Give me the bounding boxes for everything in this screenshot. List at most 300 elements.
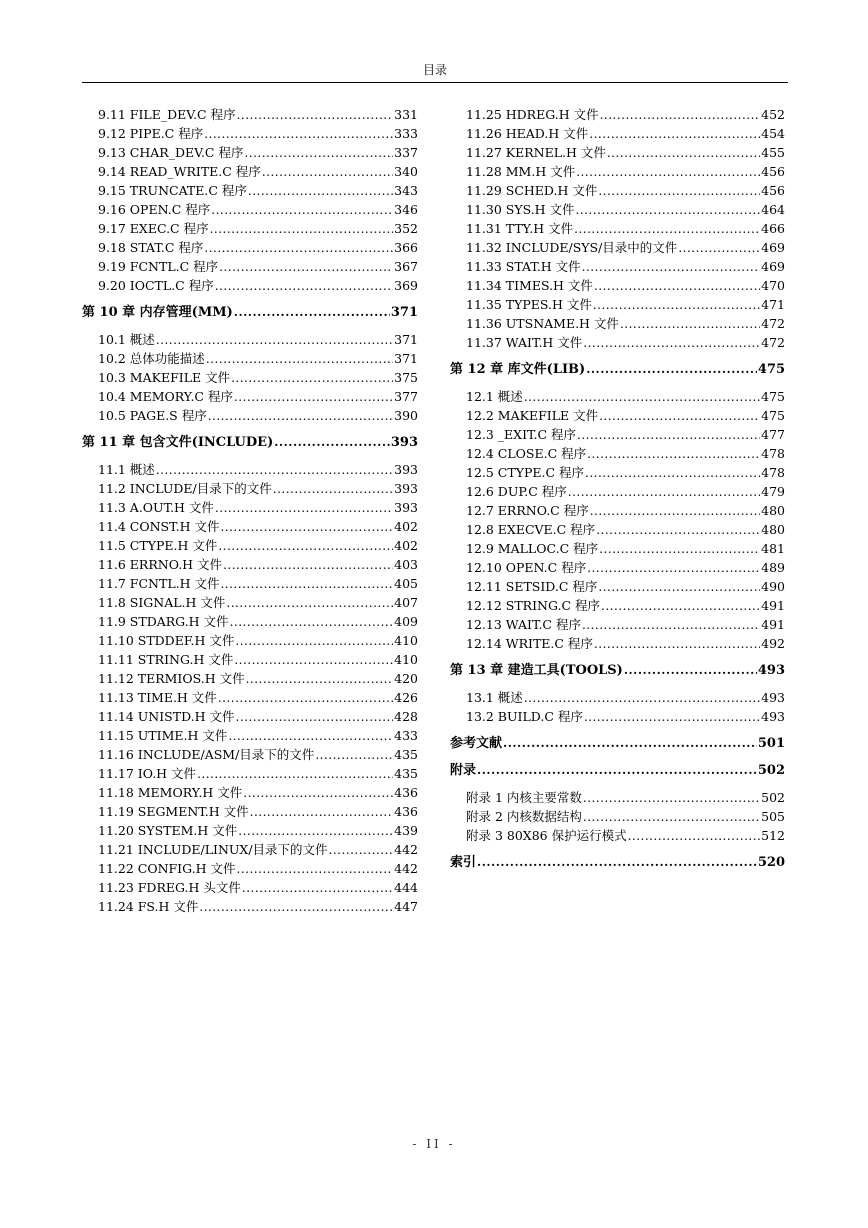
toc-leader-dots (594, 635, 760, 654)
toc-entry-label: 10.4 MEMORY.C 程序 (98, 389, 233, 404)
toc-entry[interactable] (450, 295, 785, 314)
toc-page-number: 337 (394, 145, 418, 160)
toc-leader-dots (274, 433, 390, 452)
toc-entry-label: 12.10 OPEN.C 程序 (466, 560, 587, 575)
toc-entry[interactable] (450, 162, 785, 181)
toc-chapter-entry[interactable] (450, 360, 785, 379)
toc-page-number: 481 (761, 541, 785, 556)
toc-leader-dots (315, 746, 393, 765)
toc-leader-dots (243, 784, 393, 803)
toc-leader-dots (242, 879, 393, 898)
toc-page-number: 477 (761, 427, 785, 442)
toc-leader-dots (248, 182, 393, 201)
toc-page-number: 478 (761, 446, 785, 461)
toc-page-number: 371 (390, 305, 418, 320)
toc-leader-dots (250, 803, 393, 822)
toc-leader-dots (601, 597, 760, 616)
toc-entry[interactable] (450, 333, 785, 352)
toc-leader-dots (197, 765, 393, 784)
toc-entry-label: 10.2 总体功能描述 (98, 351, 205, 366)
toc-entry-label: 9.17 EXEC.C 程序 (98, 221, 209, 236)
toc-entry-label: 11.8 SIGNAL.H 文件 (98, 595, 226, 610)
toc-leader-dots (220, 575, 393, 594)
toc-chapter-entry[interactable] (450, 853, 785, 872)
toc-entry[interactable] (82, 330, 418, 349)
toc-leader-dots (590, 502, 760, 521)
toc-entry[interactable] (82, 897, 418, 916)
toc-leader-dots (628, 827, 761, 846)
toc-entry-label: 11.24 FS.H 文件 (98, 899, 199, 914)
toc-entry[interactable] (450, 520, 785, 539)
toc-page-number: 490 (761, 579, 785, 594)
toc-entry-label: 12.1 概述 (466, 389, 523, 404)
toc-entry-label: 11.30 SYS.H 文件 (466, 202, 575, 217)
toc-entry-label: 11.2 INCLUDE/目录下的文件 (98, 481, 272, 496)
toc-page-number: 493 (761, 709, 785, 724)
toc-leader-dots (156, 461, 393, 480)
toc-entry[interactable] (82, 707, 418, 726)
toc-entry-label: 9.13 CHAR_DEV.C 程序 (98, 145, 244, 160)
toc-page-number: 456 (761, 164, 785, 179)
toc-entry-label: 12.7 ERRNO.C 程序 (466, 503, 589, 518)
toc-entry[interactable] (450, 501, 785, 520)
toc-entry-label: 11.33 STAT.H 文件 (466, 259, 581, 274)
toc-entry-label: 11.26 HEAD.H 文件 (466, 126, 589, 141)
toc-leader-dots (218, 689, 393, 708)
toc-leader-dots (218, 537, 393, 556)
toc-entry[interactable] (450, 387, 785, 406)
toc-entry[interactable] (450, 463, 785, 482)
toc-leader-dots (234, 303, 390, 322)
toc-entry-label: 11.22 CONFIG.H 文件 (98, 861, 236, 876)
toc-entry-label: 12.13 WAIT.C 程序 (466, 617, 581, 632)
toc-entry-label: 11.9 STDARG.H 文件 (98, 614, 229, 629)
toc-entry-label: 第 13 章 建造工具(TOOLS) (450, 663, 623, 678)
toc-entry-label: 12.11 SETSID.C 程序 (466, 579, 598, 594)
toc-entry[interactable] (450, 788, 785, 807)
toc-page-number: 464 (761, 202, 785, 217)
toc-entry-label: 索引 (450, 855, 477, 870)
toc-entry[interactable] (82, 631, 418, 650)
toc-entry[interactable] (450, 314, 785, 333)
toc-entry-label: 11.21 INCLUDE/LINUX/目录下的文件 (98, 842, 328, 857)
toc-leader-dots (206, 350, 393, 369)
toc-entry-label: 11.35 TYPES.H 文件 (466, 297, 592, 312)
toc-entry[interactable] (82, 124, 418, 143)
toc-leader-dots (244, 144, 393, 163)
toc-entry[interactable] (82, 162, 418, 181)
toc-entry[interactable] (82, 105, 418, 124)
toc-entry[interactable] (82, 276, 418, 295)
toc-entry-label: 13.1 概述 (466, 690, 523, 705)
toc-entry[interactable] (450, 482, 785, 501)
toc-leader-dots (600, 106, 761, 125)
toc-entry-label: 10.1 概述 (98, 332, 155, 347)
toc-entry[interactable] (450, 257, 785, 276)
toc-entry-label: 9.11 FILE_DEV.C 程序 (98, 107, 236, 122)
toc-leader-dots (226, 594, 393, 613)
toc-leader-dots (204, 125, 393, 144)
toc-page-number: 456 (761, 183, 785, 198)
toc-leader-dots (219, 258, 393, 277)
toc-leader-dots (620, 315, 760, 334)
toc-entry[interactable] (450, 444, 785, 463)
toc-entry[interactable] (450, 181, 785, 200)
toc-page-number: 369 (394, 278, 418, 293)
toc-entry[interactable] (82, 745, 418, 764)
toc-leader-dots (599, 407, 760, 426)
toc-entry[interactable] (450, 634, 785, 653)
toc-entry[interactable] (82, 200, 418, 219)
toc-entry[interactable] (450, 143, 785, 162)
toc-leader-dots (582, 616, 760, 635)
header-title: 目录 (422, 63, 447, 77)
toc-entry-label: 11.32 INCLUDE/SYS/目录中的文件 (466, 240, 678, 255)
toc-entry-label: 11.7 FCNTL.H 文件 (98, 576, 220, 591)
toc-entry[interactable] (450, 577, 785, 596)
toc-leader-dots (607, 144, 760, 163)
toc-entry-label: 11.17 IO.H 文件 (98, 766, 197, 781)
toc-entry[interactable] (82, 612, 418, 631)
toc-chapter-entry[interactable] (450, 761, 785, 780)
toc-entry[interactable] (82, 688, 418, 707)
toc-entry-label: 11.5 CTYPE.H 文件 (98, 538, 218, 553)
toc-entry[interactable] (450, 688, 785, 707)
toc-page-number: 439 (394, 823, 418, 838)
toc-page-number: 454 (761, 126, 785, 141)
toc-entry[interactable] (82, 840, 418, 859)
toc-entry[interactable] (450, 615, 785, 634)
toc-leader-dots (208, 407, 393, 426)
toc-entry[interactable] (82, 726, 418, 745)
toc-entry-label: 第 12 章 库文件(LIB) (450, 362, 586, 377)
toc-entry[interactable] (450, 238, 785, 257)
toc-entry[interactable] (450, 425, 785, 444)
toc-page-number: 405 (394, 576, 418, 591)
toc-entry[interactable] (82, 498, 418, 517)
toc-entry-label: 10.3 MAKEFILE 文件 (98, 370, 231, 385)
toc-page-number: 493 (761, 690, 785, 705)
toc-entry[interactable] (82, 764, 418, 783)
toc-entry-label: 9.20 IOCTL.C 程序 (98, 278, 214, 293)
toc-leader-dots (234, 388, 393, 407)
toc-entry-label: 11.11 STRING.H 文件 (98, 652, 234, 667)
toc-leader-dots (223, 556, 393, 575)
toc-leader-dots (204, 239, 393, 258)
toc-entry-label: 附录 1 内核主要常数 (466, 790, 582, 805)
toc-leader-dots (577, 426, 760, 445)
toc-entry-label: 12.5 CTYPE.C 程序 (466, 465, 585, 480)
toc-page-number: 444 (394, 880, 418, 895)
toc-entry-label: 11.25 HDREG.H 文件 (466, 107, 599, 122)
toc-entry-label: 9.15 TRUNCATE.C 程序 (98, 183, 247, 198)
toc-page-number: 475 (757, 362, 785, 377)
toc-leader-dots (235, 632, 393, 651)
toc-page-number: 343 (394, 183, 418, 198)
toc-entry[interactable] (82, 574, 418, 593)
toc-leader-dots (220, 518, 393, 537)
toc-entry[interactable] (82, 517, 418, 536)
toc-page-number: 410 (394, 633, 418, 648)
toc-page-number: 403 (394, 557, 418, 572)
toc-entry-label: 附录 (450, 763, 477, 778)
toc-entry-label: 12.8 EXECVE.C 程序 (466, 522, 596, 537)
toc-entry-label: 11.16 INCLUDE/ASM/目录下的文件 (98, 747, 315, 762)
toc-page-number: 352 (394, 221, 418, 236)
toc-entry[interactable] (450, 707, 785, 726)
toc-page-number: 367 (394, 259, 418, 274)
toc-entry-label: 12.12 STRING.C 程序 (466, 598, 600, 613)
toc-entry[interactable] (82, 257, 418, 276)
toc-leader-dots (231, 369, 393, 388)
toc-entry-label: 9.19 FCNTL.C 程序 (98, 259, 219, 274)
toc-page-number: 331 (394, 107, 418, 122)
toc-entry-label: 11.20 SYSTEM.H 文件 (98, 823, 238, 838)
toc-leader-dots (524, 689, 760, 708)
toc-page-number: 410 (394, 652, 418, 667)
toc-entry-label: 12.6 DUP.C 程序 (466, 484, 567, 499)
toc-leader-dots (586, 360, 757, 379)
toc-page-number: 340 (394, 164, 418, 179)
toc-page-number: 436 (394, 804, 418, 819)
toc-entry[interactable] (82, 669, 418, 688)
toc-entry[interactable] (82, 368, 418, 387)
toc-leader-dots (589, 125, 760, 144)
toc-page-number: 442 (394, 842, 418, 857)
toc-entry[interactable] (82, 460, 418, 479)
toc-page-number: 393 (394, 462, 418, 477)
toc-page-number: 420 (394, 671, 418, 686)
toc-page-number: 393 (390, 435, 418, 450)
toc-leader-dots (583, 334, 760, 353)
toc-page-number: 505 (761, 809, 785, 824)
toc-chapter-entry[interactable] (82, 433, 418, 452)
toc-entry[interactable] (82, 406, 418, 425)
toc-leader-dots (273, 480, 393, 499)
toc-page-number: 489 (761, 560, 785, 575)
toc-leader-dots (587, 445, 760, 464)
toc-leader-dots (582, 258, 760, 277)
toc-page-number: 393 (394, 500, 418, 515)
toc-leader-dots (238, 822, 393, 841)
toc-entry[interactable] (82, 783, 418, 802)
toc-entry[interactable] (450, 200, 785, 219)
toc-entry[interactable] (82, 593, 418, 612)
toc-page-number: 390 (394, 408, 418, 423)
toc-entry-label: 11.4 CONST.H 文件 (98, 519, 220, 534)
toc-page-number: 366 (394, 240, 418, 255)
toc-page-number: 436 (394, 785, 418, 800)
toc-page-number: 472 (761, 335, 785, 350)
toc-leader-dots (228, 727, 393, 746)
toc-entry[interactable] (82, 650, 418, 669)
toc-entry-label: 12.9 MALLOC.C 程序 (466, 541, 599, 556)
toc-entry-label: 11.28 MM.H 文件 (466, 164, 576, 179)
toc-entry-label: 11.15 UTIME.H 文件 (98, 728, 228, 743)
toc-entry-label: 11.34 TIMES.H 文件 (466, 278, 593, 293)
toc-entry[interactable] (82, 479, 418, 498)
toc-page-number: 435 (394, 766, 418, 781)
toc-entry-label: 11.29 SCHED.H 文件 (466, 183, 598, 198)
toc-page-number: 520 (757, 855, 785, 870)
toc-leader-dots (210, 220, 394, 239)
toc-leader-dots (262, 163, 393, 182)
toc-leader-dots (596, 521, 760, 540)
toc-page-number: 428 (394, 709, 418, 724)
toc-page-number: 469 (761, 240, 785, 255)
toc-page-number: 447 (394, 899, 418, 914)
toc-page-number: 475 (761, 389, 785, 404)
toc-entry[interactable] (82, 555, 418, 574)
toc-leader-dots (678, 239, 760, 258)
toc-entry-label: 9.18 STAT.C 程序 (98, 240, 204, 255)
toc-entry[interactable] (82, 387, 418, 406)
toc-page-number: 452 (761, 107, 785, 122)
toc-page-number: 493 (757, 663, 785, 678)
toc-entry-label: 11.18 MEMORY.H 文件 (98, 785, 243, 800)
toc-entry[interactable] (450, 596, 785, 615)
toc-leader-dots (477, 853, 757, 872)
toc-left-column (82, 105, 418, 916)
toc-leader-dots (587, 559, 760, 578)
toc-page-number: 475 (761, 408, 785, 423)
toc-page-number: 502 (757, 763, 785, 778)
toc-page-number: 472 (761, 316, 785, 331)
toc-leader-dots (199, 898, 393, 917)
toc-entry[interactable] (450, 539, 785, 558)
toc-page-number: 491 (761, 617, 785, 632)
toc-page-number: 371 (394, 332, 418, 347)
toc-entry[interactable] (82, 181, 418, 200)
toc-right-column (450, 105, 785, 880)
toc-entry-label: 11.19 SEGMENT.H 文件 (98, 804, 249, 819)
toc-page-number: 442 (394, 861, 418, 876)
toc-page-number: 466 (761, 221, 785, 236)
toc-leader-dots (215, 277, 393, 296)
toc-page-number: 501 (757, 736, 785, 751)
toc-leader-dots (585, 464, 760, 483)
toc-leader-dots (584, 708, 760, 727)
toc-entry-label: 11.12 TERMIOS.H 文件 (98, 671, 245, 686)
toc-entry-label: 11.13 TIME.H 文件 (98, 690, 217, 705)
toc-entry[interactable] (82, 536, 418, 555)
toc-leader-dots (237, 860, 394, 879)
toc-chapter-entry[interactable] (450, 734, 785, 753)
toc-entry[interactable] (450, 276, 785, 295)
toc-chapter-entry[interactable] (450, 661, 785, 680)
toc-chapter-entry[interactable] (82, 303, 418, 322)
toc-entry[interactable] (450, 105, 785, 124)
toc-entry[interactable] (82, 859, 418, 878)
toc-entry[interactable] (450, 219, 785, 238)
toc-entry-label: 11.3 A.OUT.H 文件 (98, 500, 214, 515)
toc-page-number: 470 (761, 278, 785, 293)
toc-entry[interactable] (82, 821, 418, 840)
toc-entry-label: 13.2 BUILD.C 程序 (466, 709, 583, 724)
toc-entry-label: 12.3 _EXIT.C 程序 (466, 427, 577, 442)
toc-page-number: 435 (394, 747, 418, 762)
toc-entry[interactable] (82, 349, 418, 368)
toc-leader-dots (624, 661, 757, 680)
toc-entry-label: 9.14 READ_WRITE.C 程序 (98, 164, 261, 179)
toc-leader-dots (594, 277, 760, 296)
toc-leader-dots (211, 201, 393, 220)
toc-leader-dots (598, 182, 760, 201)
toc-leader-dots (593, 296, 760, 315)
toc-entry[interactable] (450, 826, 785, 845)
toc-entry-label: 12.14 WRITE.C 程序 (466, 636, 593, 651)
toc-entry[interactable] (450, 124, 785, 143)
toc-page-number: 512 (761, 828, 785, 843)
toc-entry-label: 11.6 ERRNO.H 文件 (98, 557, 223, 572)
toc-leader-dots (237, 106, 394, 125)
toc-leader-dots (583, 789, 760, 808)
toc-leader-dots (574, 220, 760, 239)
toc-entry[interactable] (450, 807, 785, 826)
toc-entry-label: 11.23 FDREG.H 头文件 (98, 880, 241, 895)
toc-leader-dots (598, 578, 760, 597)
toc-entry[interactable] (82, 238, 418, 257)
toc-page-number: 478 (761, 465, 785, 480)
toc-entry[interactable] (82, 878, 418, 897)
toc-page-number: 402 (394, 519, 418, 534)
toc-leader-dots (215, 499, 393, 518)
toc-leader-dots (503, 734, 757, 753)
toc-page-number: 479 (761, 484, 785, 499)
toc-entry-label: 第 10 章 内存管理(MM) (82, 305, 233, 320)
toc-entry-label: 第 11 章 包含文件(INCLUDE) (82, 435, 274, 450)
toc-page-number: 402 (394, 538, 418, 553)
toc-leader-dots (234, 651, 393, 670)
toc-entry-label: 11.37 WAIT.H 文件 (466, 335, 583, 350)
toc-entry-label: 附录 3 80X86 保护运行模式 (466, 828, 627, 843)
toc-page-number: 480 (761, 522, 785, 537)
page-number: - II - (412, 1137, 456, 1151)
toc-leader-dots (568, 483, 760, 502)
toc-entry-label: 11.36 UTSNAME.H 文件 (466, 316, 619, 331)
toc-entry-label: 11.10 STDDEF.H 文件 (98, 633, 235, 648)
toc-entry-label: 参考文献 (450, 736, 503, 751)
toc-page-number: 393 (394, 481, 418, 496)
toc-entry-label: 附录 2 内核数据结构 (466, 809, 582, 824)
toc-leader-dots (246, 670, 394, 689)
toc-page-number: 455 (761, 145, 785, 160)
toc-entry[interactable] (82, 219, 418, 238)
toc-page-number: 375 (394, 370, 418, 385)
toc-page-number: 480 (761, 503, 785, 518)
toc-entry[interactable] (82, 802, 418, 821)
toc-page-number: 433 (394, 728, 418, 743)
toc-entry-label: 11.27 KERNEL.H 文件 (466, 145, 606, 160)
toc-page-number: 492 (761, 636, 785, 651)
toc-page-number: 469 (761, 259, 785, 274)
toc-page-number: 409 (394, 614, 418, 629)
toc-entry[interactable] (450, 406, 785, 425)
toc-entry[interactable] (450, 558, 785, 577)
toc-leader-dots (477, 761, 757, 780)
toc-leader-dots (524, 388, 760, 407)
toc-page-number: 491 (761, 598, 785, 613)
toc-leader-dots (230, 613, 394, 632)
toc-page-number: 426 (394, 690, 418, 705)
running-header (82, 62, 788, 83)
toc-leader-dots (576, 163, 760, 182)
toc-leader-dots (236, 708, 394, 727)
toc-leader-dots (583, 808, 760, 827)
toc-page-number: 333 (394, 126, 418, 141)
toc-entry[interactable] (82, 143, 418, 162)
toc-page-number: 471 (761, 297, 785, 312)
